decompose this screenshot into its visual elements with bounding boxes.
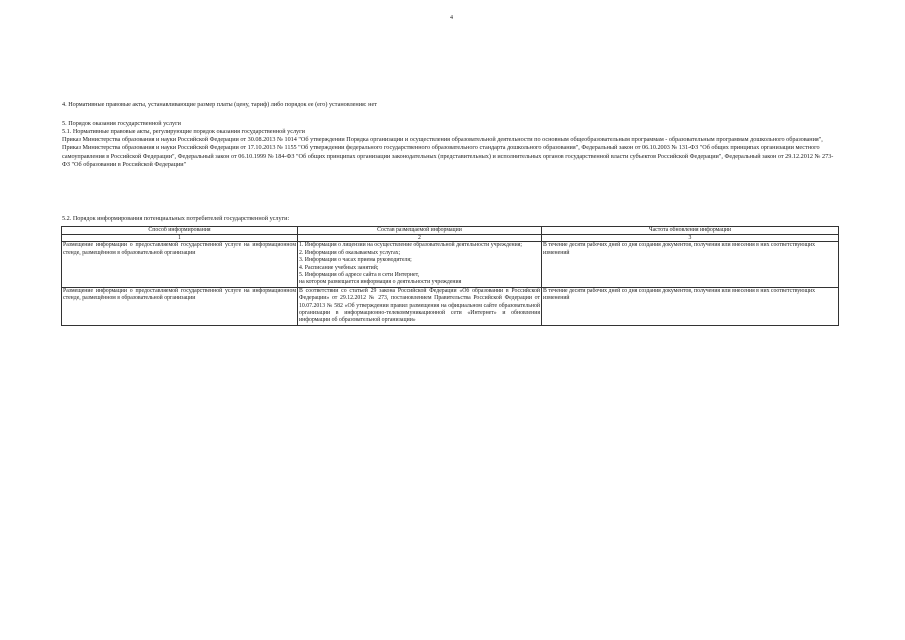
section-5-1-title: 5.1. Нормативные правовые акты, регулирующие порядок оказания государственной услуги: [62, 128, 305, 135]
column-number: 3: [542, 235, 839, 242]
page-number: 4: [450, 15, 453, 21]
method-cell: Размещение информации о предоставляемой государственной услуге на информационном стенде, размещённом в образовательной организации: [62, 242, 298, 287]
content-cell: [298, 242, 542, 287]
table-row: [62, 242, 839, 287]
content-line: 3. Информация о часах приема руководителя;: [299, 257, 412, 264]
column-number: 1: [62, 235, 298, 242]
method-cell: Размещение информации о предоставляемой государственной услуге на информационном стенде, размещённом в образовательной организации: [62, 287, 298, 325]
content-line: 4. Расписание учебных занятий;: [299, 264, 379, 271]
content-cell: В соответствии со статьей 29 закона Российской Федерации «Об образовании в Российской Федерации» от 29.12.2012 № 273, постановлением Правительства Российской Федерации от 10.07.2013 № 582 «Об утверждении правил размещения на официальном сайте образовательной организации в информационно-телекоммуникационной сети «Интернет» и обновления информации об образовательной организации»: [299, 287, 540, 324]
header-content: Состав размещаемой информации: [298, 227, 542, 235]
section-5-2-title: 5.2. Порядок информирования потенциальных потребителей государственной услуги:: [62, 215, 290, 222]
content-line: на котором размещается информация о деятельности учреждения: [299, 279, 462, 286]
column-number-row: [62, 235, 839, 242]
column-number: 2: [298, 235, 542, 242]
section-5-title: 5. Порядок оказания государственной услуги: [62, 120, 181, 127]
frequency-cell: В течение десяти рабочих дней со дня создания документов, получения или внесения в них соответствующих изменений: [542, 287, 839, 325]
content-line: 1. Информация о лицензии на осуществление образовательной деятельности учреждения;: [299, 242, 523, 249]
frequency-cell: В течение десяти рабочих дней со дня создания документов, получения или внесения в них соответствующих изменений: [542, 242, 839, 287]
header-method: Способ информирования: [62, 227, 298, 235]
table-row: [62, 287, 839, 325]
content-line: 2. Информация об оказываемых услугах;: [299, 249, 401, 256]
section-4-fees: 4. Нормативные правовые акты, устанавливающие размер платы (цену, тариф) либо порядок ее (его) установления: нет: [62, 101, 377, 108]
information-table: [61, 226, 839, 326]
content-line: 5. Информация об адресе сайта в сети Интернет,: [299, 272, 420, 279]
header-frequency: Частота обновления информации: [542, 227, 839, 235]
table-header-row: [62, 227, 839, 235]
regulatory-acts-text: Приказ Министерства образования и науки Российской Федерации от 30.08.2013 № 1014 "Об утверждении Порядка организации и осуществления образовательной деятельности по основным общеобразовательным программам - образовательным программам дошкольного образования", Приказ Министерства образования и науки Российской Федерации от 17.10.2013 № 1155 "Об утверждении федерального государственного образовательного стандарта дошкольного образования", Федеральный закон от 06.10.2003 № 131-ФЗ "Об общих принципах организации местного самоуправления в Российской Федерации", Федеральный закон от 06.10.1999 № 184-ФЗ "Об общих принципах организации законодательных (представительных) и исполнительных органов государственной власти субъектов Российской Федерации", Федеральный закон от 29.12.2012 № 273-ФЗ "Об образовании в Российской Федерации": [62, 136, 834, 168]
